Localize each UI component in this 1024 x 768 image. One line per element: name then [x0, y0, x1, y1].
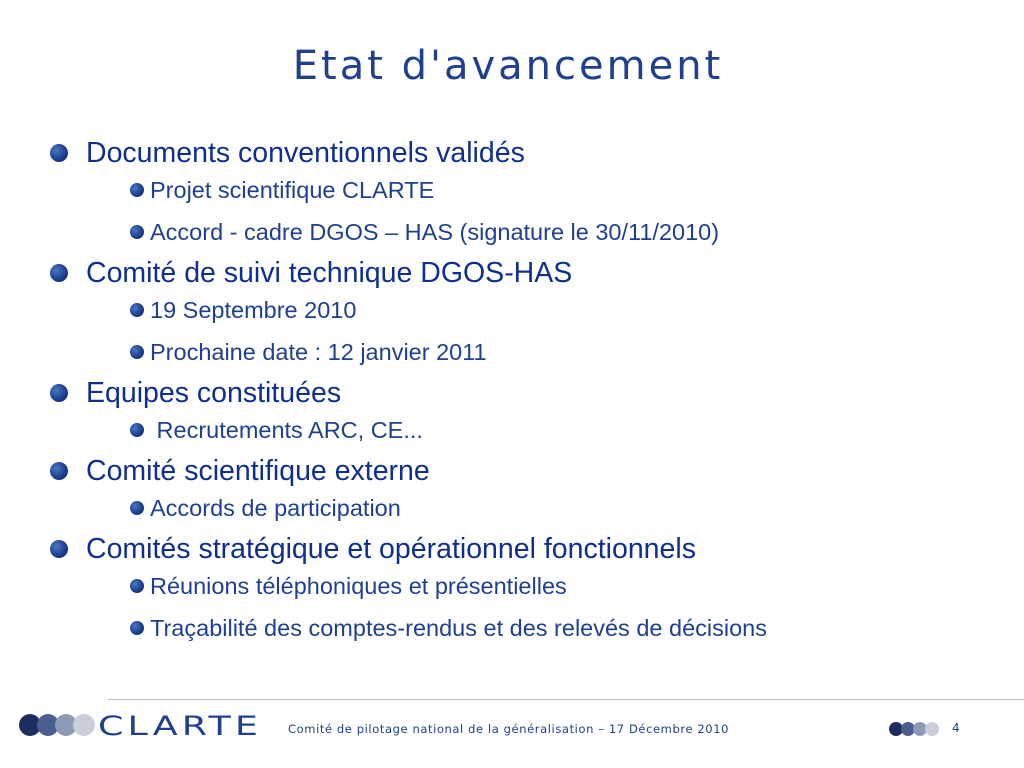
bullet-icon — [50, 384, 68, 402]
bullet-text: Documents conventionnels validés — [86, 137, 525, 169]
bullet-item — [48, 256, 1008, 366]
sub-bullet-item — [130, 494, 1008, 522]
bullet-text: Comités stratégique et opérationnel fonctionnels — [86, 533, 696, 565]
bullet-icon — [130, 345, 144, 359]
bullet-icon — [130, 183, 144, 197]
bullet-icon — [50, 264, 68, 282]
sub-bullet-text: Recrutements ARC, CE... — [150, 417, 423, 443]
sub-bullet-item — [130, 296, 1008, 324]
bullet-icon — [50, 462, 68, 480]
bullet-text: Comité de suivi technique DGOS-HAS — [86, 257, 573, 289]
footer-divider — [108, 699, 1024, 700]
slide-title: Etat d'avancement — [292, 43, 724, 89]
sub-bullet-text: Projet scientifique CLARTE — [150, 177, 435, 203]
page-number: 4 — [952, 721, 960, 735]
bullet-icon — [130, 225, 144, 239]
sub-bullet-list — [86, 494, 1008, 522]
bullet-icon — [130, 621, 144, 635]
sub-bullet-text: 19 Septembre 2010 — [150, 297, 357, 323]
logo-dot-pale — [73, 714, 95, 736]
sub-bullet-item — [130, 614, 1008, 642]
bullet-icon — [130, 303, 144, 317]
bullet-icon — [130, 579, 144, 593]
bullet-icon — [50, 540, 68, 558]
bullet-item — [48, 532, 1008, 642]
bullet-icon — [130, 423, 144, 437]
bullet-item — [48, 136, 1008, 246]
sub-bullet-item — [130, 218, 1008, 246]
sub-bullet-list — [86, 572, 1008, 642]
sub-bullet-list — [86, 296, 1008, 366]
clarte-logo — [18, 710, 268, 740]
logo-text: CLARTE — [98, 711, 262, 740]
sub-bullet-item — [130, 176, 1008, 204]
sub-bullet-list — [86, 176, 1008, 246]
sub-bullet-text: Prochaine date : 12 janvier 2011 — [150, 339, 487, 365]
bullet-text: Comité scientifique externe — [86, 455, 430, 487]
bullet-list — [48, 136, 1008, 642]
footer-text: Comité de pilotage national de la généralisation – 17 Décembre 2010 — [288, 722, 730, 736]
sub-bullet-item — [130, 416, 1008, 444]
footer-dots-icon — [887, 720, 943, 738]
bullet-icon — [50, 144, 68, 162]
bullet-item — [48, 376, 1008, 444]
sub-bullet-text: Réunions téléphoniques et présentielles — [150, 573, 567, 599]
bullet-text: Equipes constituées — [86, 377, 342, 409]
sub-bullet-item — [130, 338, 1008, 366]
sub-bullet-list — [86, 416, 1008, 444]
sub-bullet-text: Accords de participation — [150, 495, 401, 521]
bullet-icon — [130, 501, 144, 515]
sub-bullet-item — [130, 572, 1008, 600]
bullet-item — [48, 454, 1008, 522]
sub-bullet-text: Accord - cadre DGOS – HAS (signature le 30/11/2010) — [150, 219, 720, 245]
sub-bullet-text: Traçabilité des comptes-rendus et des relevés de décisions — [150, 615, 767, 641]
